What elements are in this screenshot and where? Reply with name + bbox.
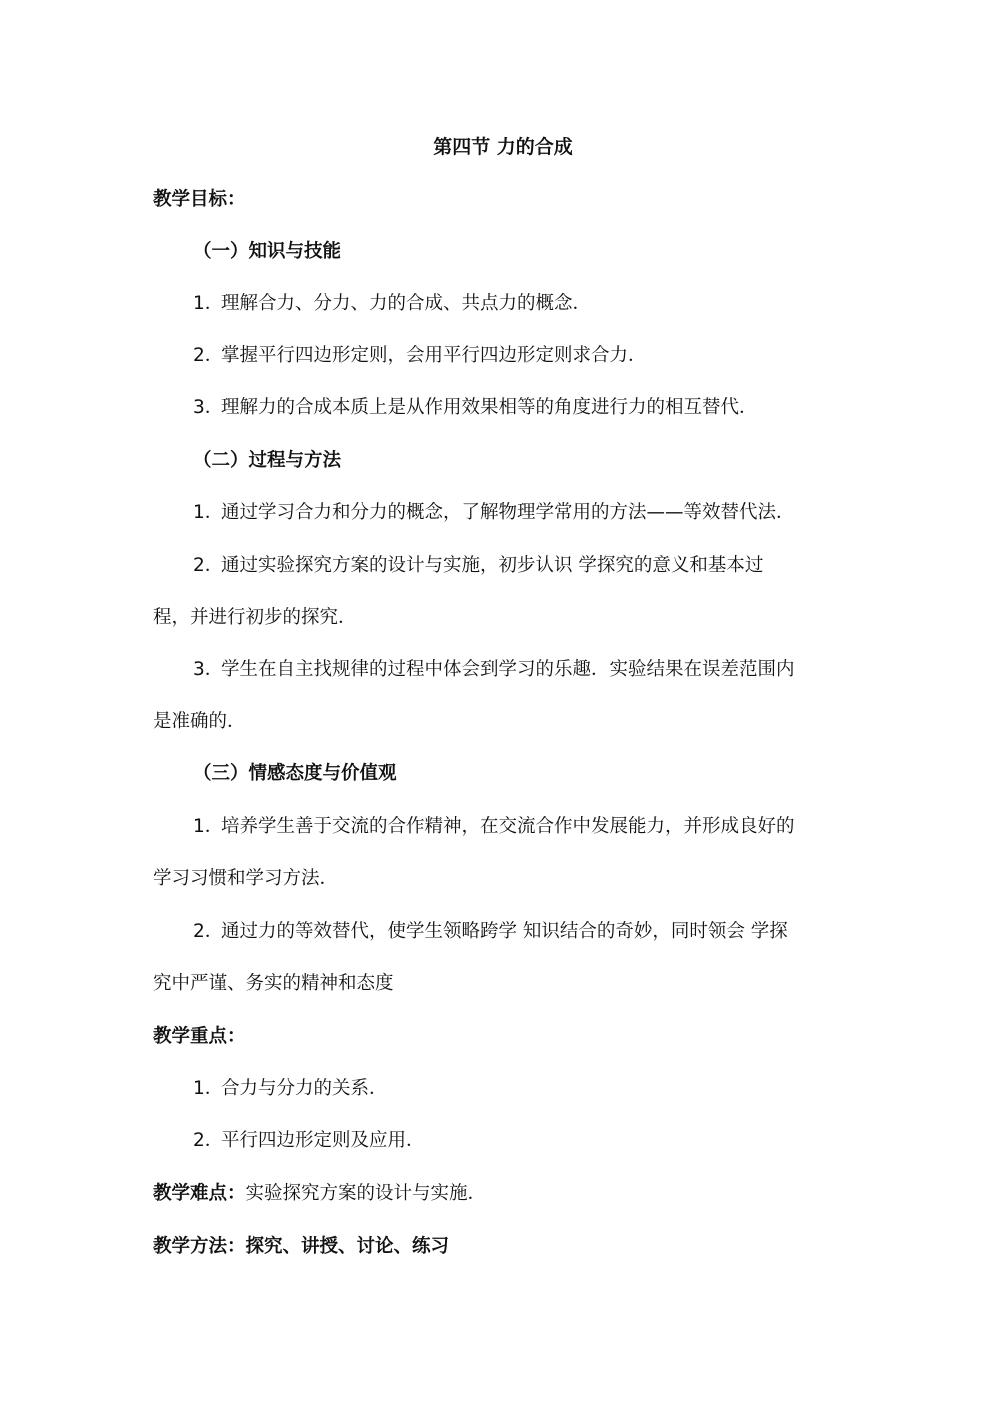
item-text: 理解合力、分力、力的合成、共点力的概念． (221, 293, 592, 314)
difficulty-text: 实验探究方案的设计与实施． (245, 1183, 487, 1204)
list-item (193, 288, 893, 320)
methods-line (153, 1231, 853, 1263)
section-heading-process: （二）过程与方法 (193, 450, 342, 471)
key-points-heading: 教学重点： (153, 1026, 246, 1047)
list-item (193, 811, 893, 843)
list-item (193, 916, 893, 948)
list-item (193, 392, 893, 424)
list-item (193, 1073, 893, 1105)
difficulty-line (153, 1178, 853, 1210)
item-number: 1． (193, 1078, 224, 1099)
item-continuation: 究中严谨、务实的精神和态度 (153, 973, 394, 994)
item-continuation: 程，并进行初步的探究． (153, 607, 357, 628)
item-text: 通过力的等效替代，使学生领略跨学 知识结合的奇妙，同时领会 学探 (221, 921, 788, 942)
item-number: 1． (193, 816, 224, 837)
list-item (193, 1125, 893, 1157)
item-number: 2． (193, 345, 224, 366)
item-text: 通过实验探究方案的设计与实施，初步认识 学探究的意义和基本过 (221, 555, 764, 576)
item-number: 3． (193, 397, 224, 418)
item-number: 1． (193, 293, 224, 314)
item-continuation: 是准确的． (153, 711, 246, 732)
item-text: 学生在自主找规律的过程中体会到学习的乐趣．实验结果在误差范围内 (221, 659, 795, 680)
objectives-heading: 教学目标： (153, 189, 246, 210)
item-number: 2． (193, 1130, 224, 1151)
item-text: 通过学习合力和分力的概念，了解物理学常用的方法——等效替代法． (221, 502, 795, 523)
item-text: 平行四边形定则及应用． (221, 1130, 425, 1151)
item-text: 理解力的合成本质上是从作用效果相等的角度进行力的相互替代． (221, 397, 758, 418)
page-title: 第四节 力的合成 (433, 136, 573, 158)
item-text: 培养学生善于交流的合作精神，在交流合作中发展能力，并形成良好的 (221, 816, 795, 837)
item-continuation: 学习习惯和学习方法． (153, 868, 339, 889)
list-item (193, 497, 893, 529)
item-number: 3． (193, 659, 224, 680)
item-number: 1． (193, 502, 224, 523)
section-heading-knowledge: （一）知识与技能 (193, 241, 342, 262)
section-heading-attitude: （三）情感态度与价值观 (193, 763, 397, 784)
item-number: 2． (193, 555, 224, 576)
list-item (193, 654, 893, 686)
list-item (193, 550, 893, 582)
item-number: 2． (193, 921, 224, 942)
item-text: 合力与分力的关系． (221, 1078, 388, 1099)
list-item (193, 340, 893, 372)
difficulty-label: 教学难点： (153, 1183, 246, 1204)
methods-text: 探究、讲授、讨论、练习 (245, 1236, 450, 1257)
methods-label: 教学方法： (153, 1236, 246, 1257)
item-text: 掌握平行四边形定则，会用平行四边形定则求合力． (221, 345, 647, 366)
